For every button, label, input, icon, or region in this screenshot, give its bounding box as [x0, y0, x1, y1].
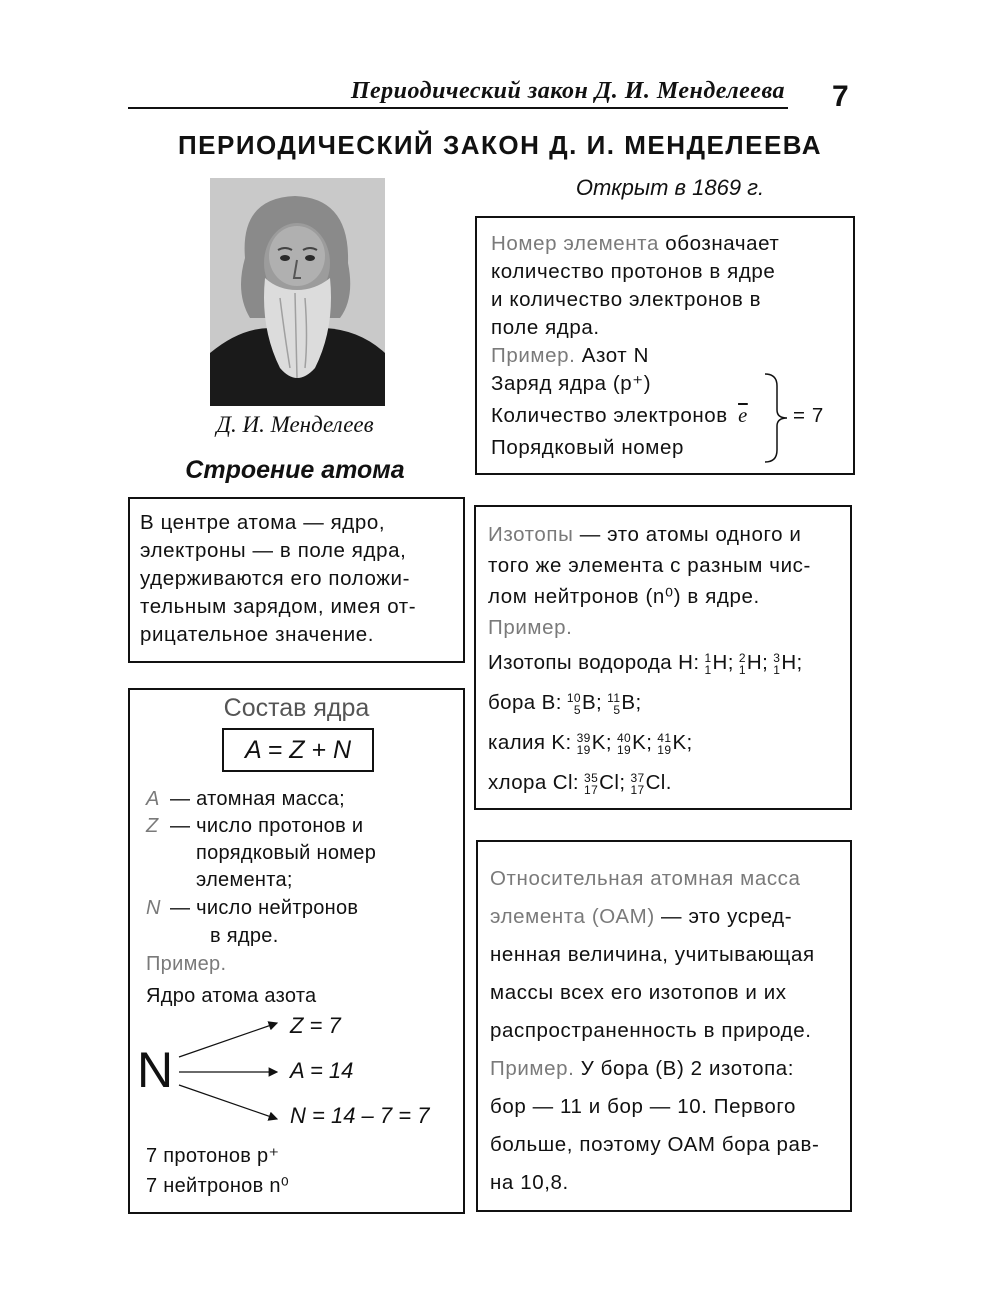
nitrogen-charge-list: [491, 370, 839, 466]
example-label: Пример.: [146, 953, 227, 975]
isotope-row-label: хлора Cl:: [488, 771, 579, 794]
arrow-result-a: A = 14: [290, 1058, 354, 1083]
example-text: Ядро атома азота: [146, 985, 317, 1007]
isotope-row-label: бора B:: [488, 691, 562, 714]
atom-line: В центре атома — ядро,: [140, 511, 386, 534]
oam-example-line: на 10,8.: [490, 1171, 569, 1194]
isotope-notation: 35 17: [584, 770, 599, 797]
element-number-line: количество протонов в ядре: [491, 260, 776, 283]
definition-n-cont: в ядре.: [210, 925, 279, 947]
charge-item: Заряд ядра (p⁺): [491, 372, 652, 395]
portrait-caption: Д. И. Менделеев: [216, 412, 374, 437]
isotope-notation: 1 1: [704, 650, 712, 677]
atom-line: электроны — в поле ядра,: [140, 539, 407, 562]
mendeleev-portrait: [210, 178, 385, 406]
definition-z-cont: элемента;: [196, 869, 293, 891]
header-rule: [128, 107, 788, 109]
isotope-row: Изотопы водорода H: 1 1 H; 2 1 H; 3 1 H;: [488, 650, 803, 677]
nucleus-formula: A = Z + N: [222, 728, 374, 772]
isotope-row: калия K: 39 19 K; 40 19 K; 41 19 K;: [488, 730, 693, 757]
atom-line: удерживаются его положи-: [140, 567, 411, 590]
isotope-symbol: H: [712, 651, 728, 674]
example-label: Пример.: [490, 1057, 575, 1080]
isotope-rows: [488, 643, 838, 803]
isotope-symbol: K: [632, 731, 647, 754]
isotope-row-label: Изотопы водорода H:: [488, 651, 700, 674]
definition-z: Z — число протонов и: [146, 815, 364, 837]
oam-term: элемента (ОАМ): [490, 905, 655, 928]
nucleus-heading: Состав ядра: [223, 694, 370, 722]
arrow-result-n: N = 14 – 7 = 7: [290, 1103, 430, 1128]
example-label: Пример.: [488, 616, 573, 639]
element-number-line: и количество электронов в: [491, 288, 762, 311]
isotope-symbol: B: [581, 691, 597, 714]
oam-example-line: больше, поэтому ОАМ бора рав-: [490, 1133, 820, 1156]
isotope-symbol: H: [781, 651, 797, 674]
isotope-symbol: K: [591, 731, 606, 754]
isotope-symbol: H: [746, 651, 763, 674]
charge-result: = 7: [793, 404, 824, 427]
atom-line: тельным зарядом, имея от-: [140, 595, 417, 618]
protons-count: 7 протонов p⁺: [146, 1145, 280, 1167]
charge-item: Порядковый номер: [491, 436, 684, 459]
isotope-notation: 3 1: [773, 650, 781, 677]
isotope-notation: 41 19: [657, 730, 672, 757]
isotope-notation: 2 1: [738, 650, 746, 677]
isotopes-line: — это атомы одного и: [579, 523, 802, 546]
element-number-line: поле ядра.: [491, 316, 600, 339]
isotope-symbol: Cl: [599, 771, 620, 794]
oam-line: массы всех его изотопов и их: [490, 981, 787, 1004]
definition-a: A — атомная масса;: [146, 788, 345, 810]
element-number-term: Номер элемента: [491, 232, 659, 255]
discovery-date: Открыт в 1869 г.: [575, 175, 765, 200]
definition-z-cont: порядковый номер: [196, 842, 377, 864]
element-number-box: [475, 216, 855, 475]
arrow-z: [179, 1023, 277, 1057]
oam-line: распространенность в природе.: [490, 1019, 812, 1042]
isotope-notation: 37 17: [630, 770, 645, 797]
arrows-diagram: [175, 1015, 285, 1130]
neutrons-count: 7 нейтронов n⁰: [146, 1175, 290, 1197]
charge-item: Количество электронов $\overline{e}$: [491, 404, 748, 427]
nitrogen-symbol: N: [137, 1042, 174, 1098]
oam-term: Относительная атомная масса: [490, 867, 801, 890]
oam-box: [476, 840, 852, 1212]
brace-icon: [761, 372, 791, 464]
arrow-n: [179, 1085, 277, 1119]
page-title: ПЕРИОДИЧЕСКИЙ ЗАКОН Д. И. МЕНДЕЛЕЕВА: [177, 130, 823, 160]
isotope-notation: 40 19: [616, 730, 632, 757]
isotopes-line: лом нейтронов (n⁰) в ядре.: [488, 585, 760, 608]
isotope-notation: 11 5: [607, 690, 621, 717]
oam-line: — это усред-: [661, 905, 793, 928]
isotope-symbol: Cl: [645, 771, 666, 794]
isotope-symbol: K: [672, 731, 687, 754]
oam-example-line: бор — 11 и бор — 10. Первого: [490, 1095, 797, 1118]
example-value: Азот N: [581, 344, 649, 367]
atom-structure-box: [128, 497, 465, 663]
running-title: Периодический закон Д. И. Менделеева: [350, 78, 785, 104]
oam-line: ненная величина, учитывающая: [490, 943, 815, 966]
element-number-line: обозначает: [665, 232, 780, 255]
isotopes-line: того же элемента с разным чис-: [488, 554, 811, 577]
electron-symbol: $\overline{e}$: [738, 405, 748, 427]
page-number: 7: [832, 80, 849, 113]
definition-n: N — число нейтронов: [146, 897, 359, 919]
atom-structure-heading: Строение атома: [185, 456, 405, 484]
isotope-row: хлора Cl: 35 17 Cl; 37 17 Cl.: [488, 770, 672, 797]
arrow-result-z: Z = 7: [290, 1013, 341, 1038]
isotope-notation: 39 19: [576, 730, 591, 757]
isotope-row: бора B: 10 5 B; 11 5 B;: [488, 690, 642, 717]
isotope-notation: 10 5: [566, 690, 581, 717]
isotope-symbol: B: [621, 691, 636, 714]
atom-line: рицательное значение.: [140, 623, 375, 646]
oam-example-line: У бора (B) 2 изотопа:: [580, 1057, 795, 1080]
isotopes-box: [474, 505, 852, 810]
isotope-row-label: калия K:: [488, 731, 572, 754]
example-label: Пример.: [491, 344, 576, 367]
isotopes-term: Изотопы: [488, 523, 574, 546]
